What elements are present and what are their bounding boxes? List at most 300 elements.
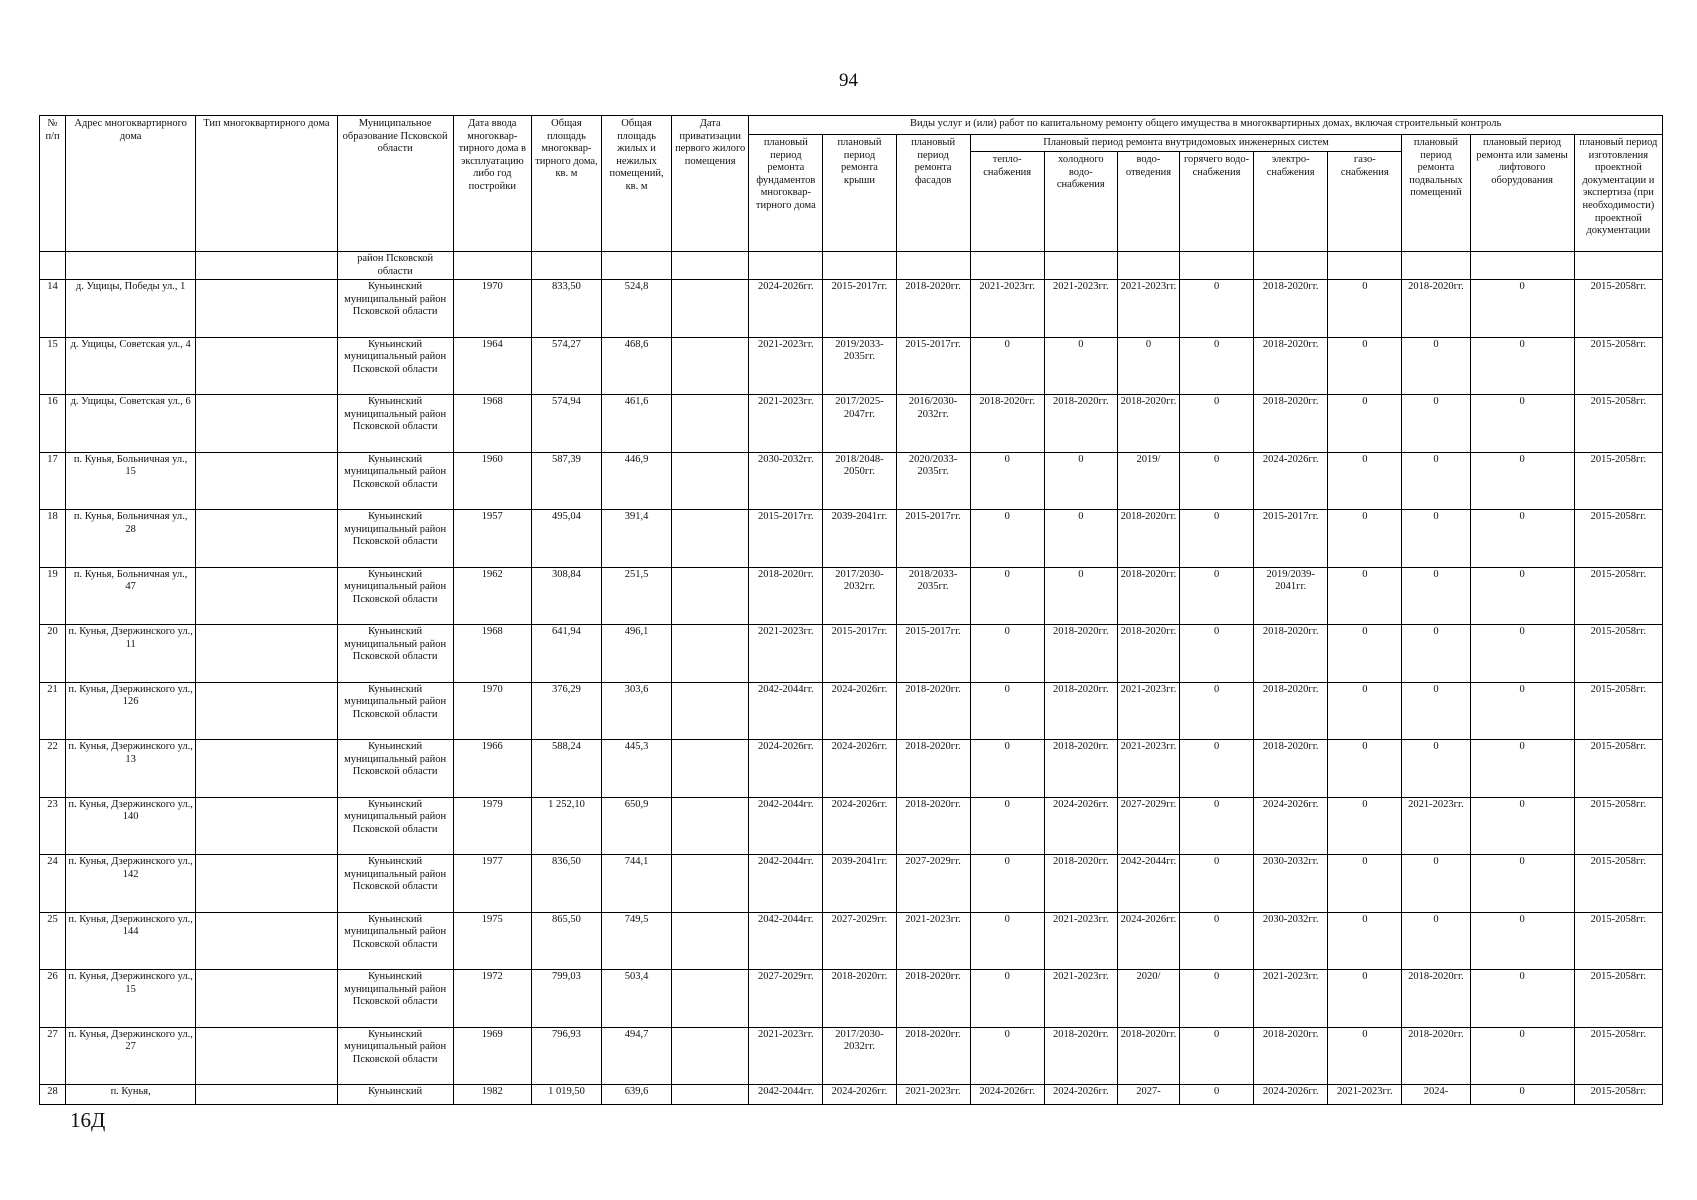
cell-facade: 2027-2029гг.: [896, 855, 970, 913]
cell-living-area: 303,6: [602, 682, 672, 740]
cell-foundation: 2021-2023гг.: [749, 337, 823, 395]
table-row: [40, 797, 1663, 855]
cell-num: 24: [40, 855, 66, 913]
cell-year: 1957: [453, 510, 531, 568]
cell-year: 1966: [453, 740, 531, 798]
cell-cold-water: 2018-2020гг.: [1044, 682, 1117, 740]
cell-living-area: 744,1: [602, 855, 672, 913]
cell-elevator: 0: [1470, 740, 1574, 798]
header-facade: плановый период ремонта фасадов: [896, 135, 970, 252]
cell-living-area: 461,6: [602, 395, 672, 453]
cell-type: [196, 510, 337, 568]
cell-basement: 0: [1402, 625, 1470, 683]
page-number: 94: [839, 70, 858, 91]
table-row: [40, 1085, 1663, 1105]
cell-heat: 0: [970, 912, 1044, 970]
header-heat: тепло-снабжения: [970, 152, 1044, 252]
table-header: [40, 116, 1663, 252]
cell-year: 1970: [453, 682, 531, 740]
table-row: [40, 395, 1663, 453]
cell-facade: 2015-2017гг.: [896, 510, 970, 568]
cell-year: 1972: [453, 970, 531, 1028]
cell-facade: 2018-2020гг.: [896, 280, 970, 338]
cell-type: [196, 1085, 337, 1105]
cell-project: 2015-2058гг.: [1574, 280, 1662, 338]
header-electric: электро-снабжения: [1254, 152, 1328, 252]
cell-living-area: 503,4: [602, 970, 672, 1028]
cell-hot-water: 0: [1180, 1085, 1254, 1105]
cell-heat: 0: [970, 682, 1044, 740]
table-row: [40, 625, 1663, 683]
cell-cold-water: 0: [1044, 337, 1117, 395]
cell-basement: 0: [1402, 452, 1470, 510]
cell-address: п. Кунья, Дзержинского ул., 15: [66, 970, 196, 1028]
cell-gas: 0: [1328, 567, 1402, 625]
cell-gas: 0: [1328, 452, 1402, 510]
cell-elevator: 0: [1470, 337, 1574, 395]
cell-facade: 2018-2020гг.: [896, 740, 970, 798]
cell-roof: 2019/2033-2035гг.: [823, 337, 896, 395]
cell-roof: 2024-2026гг.: [823, 740, 896, 798]
cell-sewer: 2021-2023гг.: [1117, 740, 1179, 798]
cell-electric: 2019/2039-2041гг.: [1254, 567, 1328, 625]
cell-privatization: [672, 682, 749, 740]
cell-num: 26: [40, 970, 66, 1028]
cell-facade: 2018-2020гг.: [896, 1027, 970, 1085]
cell-heat: 0: [970, 567, 1044, 625]
cell-project: 2015-2058гг.: [1574, 912, 1662, 970]
cell-municipality: Куньинский муниципальный район Псковской области: [337, 625, 453, 683]
cell-heat: 0: [970, 855, 1044, 913]
cell-sewer: 2024-2026гг.: [1117, 912, 1179, 970]
cell-facade: 2016/2030-2032гг.: [896, 395, 970, 453]
table-row: [40, 510, 1663, 568]
cell-living-area: 468,6: [602, 337, 672, 395]
cell-municipality: Куньинский муниципальный район Псковской области: [337, 855, 453, 913]
cell-living-area: 749,5: [602, 912, 672, 970]
cell-basement: 0: [1402, 855, 1470, 913]
cell-gas: 0: [1328, 912, 1402, 970]
header-basement: плановый период ремонта подвальных помещений: [1402, 135, 1470, 252]
cell-address: д. Ущицы, Победы ул., 1: [66, 280, 196, 338]
cell-municipality: Куньинский муниципальный район Псковской области: [337, 452, 453, 510]
cell-type: [196, 567, 337, 625]
table-row: [40, 337, 1663, 395]
cell-num: 28: [40, 1085, 66, 1105]
cell-basement: 0: [1402, 337, 1470, 395]
cell-municipality: Куньинский: [337, 1085, 453, 1105]
cell-hot-water: 0: [1180, 337, 1254, 395]
cell-electric: 2021-2023гг.: [1254, 970, 1328, 1028]
cell-address: д. Ущицы, Советская ул., 4: [66, 337, 196, 395]
cell-gas: 0: [1328, 1027, 1402, 1085]
cell-total-area: 574,94: [531, 395, 601, 453]
cell-hot-water: 0: [1180, 510, 1254, 568]
cell-living-area: 650,9: [602, 797, 672, 855]
cell-heat: 2024-2026гг.: [970, 1085, 1044, 1105]
table-row: [40, 1027, 1663, 1085]
cell-roof: 2024-2026гг.: [823, 797, 896, 855]
cell-sewer: 2019/: [1117, 452, 1179, 510]
cell-num: 20: [40, 625, 66, 683]
cell-elevator: 0: [1470, 567, 1574, 625]
cell-living-area: 639,6: [602, 1085, 672, 1105]
cell-foundation: 2042-2044гг.: [749, 912, 823, 970]
cell-sewer: 2020/: [1117, 970, 1179, 1028]
cell-foundation: 2024-2026гг.: [749, 740, 823, 798]
document-code: 16Д: [70, 1108, 106, 1132]
cell-heat: 0: [970, 970, 1044, 1028]
cell-num: 23: [40, 797, 66, 855]
cell-type: [196, 280, 337, 338]
header-year: Дата ввода многоквар-тирного дома в эксплуатацию либо год постройки: [453, 116, 531, 252]
cell-municipality: Куньинский муниципальный район Псковской области: [337, 682, 453, 740]
header-engineering-group: Плановый период ремонта внутридомовых инженерных систем: [970, 135, 1402, 152]
cell-basement: 2018-2020гг.: [1402, 1027, 1470, 1085]
cell-total-area: 799,03: [531, 970, 601, 1028]
cell-total-area: 376,29: [531, 682, 601, 740]
cell-gas: 0: [1328, 970, 1402, 1028]
cell-type: [196, 625, 337, 683]
cell-privatization: [672, 625, 749, 683]
cell-foundation: 2042-2044гг.: [749, 855, 823, 913]
cell-basement: 0: [1402, 395, 1470, 453]
cell-sewer: 2018-2020гг.: [1117, 625, 1179, 683]
cell-foundation: 2030-2032гг.: [749, 452, 823, 510]
cell-hot-water: 0: [1180, 1027, 1254, 1085]
cell-num: 27: [40, 1027, 66, 1085]
header-elevator: плановый период ремонта или замены лифтового оборудования: [1470, 135, 1574, 252]
header-cold-water: холодного водо-снабжения: [1044, 152, 1117, 252]
cell-foundation: 2027-2029гг.: [749, 970, 823, 1028]
cell-roof: 2027-2029гг.: [823, 912, 896, 970]
cell-living-area: 446,9: [602, 452, 672, 510]
cell-address: п. Кунья, Дзержинского ул., 140: [66, 797, 196, 855]
cell-type: [196, 395, 337, 453]
cell-type: [196, 912, 337, 970]
capital-repair-table: [39, 115, 1663, 1105]
cell-address: п. Кунья, Больничная ул., 15: [66, 452, 196, 510]
header-type: Тип многоквартирного дома: [196, 116, 337, 252]
cell-gas: 0: [1328, 797, 1402, 855]
header-hot-water: горячего водо-снабжения: [1180, 152, 1254, 252]
cell-hot-water: 0: [1180, 912, 1254, 970]
cell-type: [196, 797, 337, 855]
cell-sewer: 2018-2020гг.: [1117, 395, 1179, 453]
cell-year: 1982: [453, 1085, 531, 1105]
cell-living-area: 251,5: [602, 567, 672, 625]
header-sewer: водо-отведения: [1117, 152, 1179, 252]
cell-address: д. Ущицы, Советская ул., 6: [66, 395, 196, 453]
cell-year: 1968: [453, 395, 531, 453]
cell-elevator: 0: [1470, 452, 1574, 510]
cell-sewer: 2027-2029гг.: [1117, 797, 1179, 855]
cell-basement: 2021-2023гг.: [1402, 797, 1470, 855]
table-row: [40, 740, 1663, 798]
cell-address: п. Кунья, Больничная ул., 47: [66, 567, 196, 625]
cell-cold-water: 2018-2020гг.: [1044, 740, 1117, 798]
cell-cold-water: 0: [1044, 452, 1117, 510]
cell-privatization: [672, 280, 749, 338]
cell-project: 2015-2058гг.: [1574, 510, 1662, 568]
cell-electric: 2018-2020гг.: [1254, 395, 1328, 453]
cell-sewer: 2018-2020гг.: [1117, 567, 1179, 625]
cell-cold-water: 2021-2023гг.: [1044, 280, 1117, 338]
cell-elevator: 0: [1470, 682, 1574, 740]
cell-privatization: [672, 740, 749, 798]
cell-facade: 2018-2020гг.: [896, 682, 970, 740]
cell-foundation: 2021-2023гг.: [749, 395, 823, 453]
cell-roof: 2017/2030-2032гг.: [823, 1027, 896, 1085]
cell-privatization: [672, 337, 749, 395]
cell-living-area: 524,8: [602, 280, 672, 338]
cell-roof: 2018/2048-2050гг.: [823, 452, 896, 510]
cell-electric: 2024-2026гг.: [1254, 452, 1328, 510]
header-municipality: Муниципальное образование Псковской области: [337, 116, 453, 252]
cell-hot-water: 0: [1180, 970, 1254, 1028]
header-privatization: Дата приватизации первого жилого помещения: [672, 116, 749, 252]
cell-foundation: 2042-2044гг.: [749, 797, 823, 855]
cell-sewer: 2021-2023гг.: [1117, 280, 1179, 338]
cell-gas: 0: [1328, 625, 1402, 683]
cell-project: 2015-2058гг.: [1574, 625, 1662, 683]
cell-heat: 0: [970, 337, 1044, 395]
cell-municipality: Куньинский муниципальный район Псковской области: [337, 970, 453, 1028]
cell-elevator: 0: [1470, 510, 1574, 568]
cell-sewer: 2027-: [1117, 1085, 1179, 1105]
cell-electric: 2018-2020гг.: [1254, 740, 1328, 798]
cell-basement: 0: [1402, 740, 1470, 798]
cell-roof: 2018-2020гг.: [823, 970, 896, 1028]
table-row-continuation: [40, 252, 1663, 280]
cell-foundation: 2015-2017гг.: [749, 510, 823, 568]
cell-electric: 2030-2032гг.: [1254, 912, 1328, 970]
cell-basement: 2024-: [1402, 1085, 1470, 1105]
cell-electric: 2024-2026гг.: [1254, 1085, 1328, 1105]
cell-elevator: 0: [1470, 1085, 1574, 1105]
header-works-group: Виды услуг и (или) работ по капитальному ремонту общего имущества в многоквартирных домах, включая строительный контроль: [749, 116, 1663, 135]
cell-basement: 0: [1402, 912, 1470, 970]
cell-address: п. Кунья, Дзержинского ул., 13: [66, 740, 196, 798]
cell-hot-water: 0: [1180, 682, 1254, 740]
cell-privatization: [672, 452, 749, 510]
cell-roof: 2024-2026гг.: [823, 1085, 896, 1105]
cell-cold-water: 0: [1044, 510, 1117, 568]
cell-cold-water: 2018-2020гг.: [1044, 625, 1117, 683]
cell-elevator: 0: [1470, 970, 1574, 1028]
cell-cold-water: 0: [1044, 567, 1117, 625]
cell-sewer: 2018-2020гг.: [1117, 1027, 1179, 1085]
cell-total-area: 588,24: [531, 740, 601, 798]
cell-municipality: Куньинский муниципальный район Псковской области: [337, 567, 453, 625]
cell-basement: 0: [1402, 567, 1470, 625]
header-address: Адрес многоквартирного дома: [66, 116, 196, 252]
table-row: [40, 280, 1663, 338]
cell-living-area: 496,1: [602, 625, 672, 683]
cell-address: п. Кунья, Дзержинского ул., 27: [66, 1027, 196, 1085]
cell-basement: 0: [1402, 682, 1470, 740]
cell-elevator: 0: [1470, 912, 1574, 970]
cell-roof: 2017/2030-2032гг.: [823, 567, 896, 625]
cell-elevator: 0: [1470, 797, 1574, 855]
cell-foundation: 2024-2026гг.: [749, 280, 823, 338]
cell-gas: 2021-2023гг.: [1328, 1085, 1402, 1105]
cell-gas: 0: [1328, 855, 1402, 913]
cell-sewer: 2018-2020гг.: [1117, 510, 1179, 568]
cell-elevator: 0: [1470, 395, 1574, 453]
cell-elevator: 0: [1470, 625, 1574, 683]
cell-living-area: 445,3: [602, 740, 672, 798]
cell-num: 22: [40, 740, 66, 798]
cell-type: [196, 1027, 337, 1085]
cell-total-area: 796,93: [531, 1027, 601, 1085]
cell-gas: 0: [1328, 280, 1402, 338]
table-body: [40, 252, 1663, 1105]
cell-address: п. Кунья, Дзержинского ул., 142: [66, 855, 196, 913]
cell-num: 19: [40, 567, 66, 625]
cell-type: [196, 970, 337, 1028]
cell-hot-water: 0: [1180, 280, 1254, 338]
cell-project: 2015-2058гг.: [1574, 567, 1662, 625]
cell-living-area: 494,7: [602, 1027, 672, 1085]
cell-project: 2015-2058гг.: [1574, 740, 1662, 798]
cell-type: [196, 452, 337, 510]
cell-gas: 0: [1328, 682, 1402, 740]
cell-year: 1975: [453, 912, 531, 970]
cell-num: 14: [40, 280, 66, 338]
cell-total-area: 495,04: [531, 510, 601, 568]
cell-facade: 2018-2020гг.: [896, 970, 970, 1028]
cell-roof: 2017/2025-2047гг.: [823, 395, 896, 453]
cell-electric: 2030-2032гг.: [1254, 855, 1328, 913]
cell-hot-water: 0: [1180, 855, 1254, 913]
cell-privatization: [672, 395, 749, 453]
cell-municipality: Куньинский муниципальный район Псковской области: [337, 337, 453, 395]
cell-electric: 2018-2020гг.: [1254, 1027, 1328, 1085]
cell-project: 2015-2058гг.: [1574, 395, 1662, 453]
cell-roof: 2039-2041гг.: [823, 510, 896, 568]
table-row: [40, 855, 1663, 913]
cell-roof: 2039-2041гг.: [823, 855, 896, 913]
cell-address: п. Кунья,: [66, 1085, 196, 1105]
cell-privatization: [672, 797, 749, 855]
cell-hot-water: 0: [1180, 625, 1254, 683]
header-living-area: Общая площадь жилых и нежилых помещений, кв. м: [602, 116, 672, 252]
cell-project: 2015-2058гг.: [1574, 337, 1662, 395]
cell-num: 18: [40, 510, 66, 568]
cell-total-area: 833,50: [531, 280, 601, 338]
cell-year: 1979: [453, 797, 531, 855]
cell-num: 15: [40, 337, 66, 395]
cell-privatization: [672, 855, 749, 913]
cell-num: 16: [40, 395, 66, 453]
cell-total-area: 836,50: [531, 855, 601, 913]
cell-facade: 2020/2033-2035гг.: [896, 452, 970, 510]
cell-type: [196, 855, 337, 913]
table-row: [40, 567, 1663, 625]
cell-hot-water: 0: [1180, 452, 1254, 510]
cell-basement: 0: [1402, 510, 1470, 568]
cell-heat: 0: [970, 510, 1044, 568]
cell-project: 2015-2058гг.: [1574, 797, 1662, 855]
cell-gas: 0: [1328, 337, 1402, 395]
cell-heat: 2021-2023гг.: [970, 280, 1044, 338]
cell-heat: 2018-2020гг.: [970, 395, 1044, 453]
cell-total-area: 1 252,10: [531, 797, 601, 855]
table-row: [40, 682, 1663, 740]
table-row: [40, 912, 1663, 970]
cell-municipality: Куньинский муниципальный район Псковской области: [337, 280, 453, 338]
cell-municipality: Куньинский муниципальный район Псковской области: [337, 797, 453, 855]
cell-year: 1977: [453, 855, 531, 913]
cell-municipality: Куньинский муниципальный район Псковской области: [337, 395, 453, 453]
cell-total-area: 574,27: [531, 337, 601, 395]
cell-total-area: 587,39: [531, 452, 601, 510]
cell-cold-water: 2024-2026гг.: [1044, 797, 1117, 855]
cell-basement: 2018-2020гг.: [1402, 970, 1470, 1028]
cell-municipality: Куньинский муниципальный район Псковской области: [337, 912, 453, 970]
cell-facade: 2021-2023гг.: [896, 912, 970, 970]
cell-num: 17: [40, 452, 66, 510]
cell-project: 2015-2058гг.: [1574, 1027, 1662, 1085]
cell-hot-water: 0: [1180, 797, 1254, 855]
cell-privatization: [672, 1085, 749, 1105]
cell-gas: 0: [1328, 510, 1402, 568]
cell-year: 1968: [453, 625, 531, 683]
cell-project: 2015-2058гг.: [1574, 855, 1662, 913]
cell-year: 1962: [453, 567, 531, 625]
cell-project: 2015-2058гг.: [1574, 970, 1662, 1028]
cell-sewer: 2021-2023гг.: [1117, 682, 1179, 740]
cell-facade: 2018-2020гг.: [896, 797, 970, 855]
cell-address: п. Кунья, Дзержинского ул., 11: [66, 625, 196, 683]
cell-elevator: 0: [1470, 855, 1574, 913]
cell-foundation: 2021-2023гг.: [749, 625, 823, 683]
cell-municipality: Куньинский муниципальный район Псковской области: [337, 740, 453, 798]
cell-privatization: [672, 970, 749, 1028]
cell-heat: 0: [970, 740, 1044, 798]
cell-type: [196, 337, 337, 395]
cell-total-area: 1 019,50: [531, 1085, 601, 1105]
cell-roof: 2015-2017гг.: [823, 280, 896, 338]
cell-elevator: 0: [1470, 1027, 1574, 1085]
header-roof: плановый период ремонта крыши: [823, 135, 896, 252]
cell-living-area: 391,4: [602, 510, 672, 568]
cell-type: [196, 740, 337, 798]
cell-total-area: 641,94: [531, 625, 601, 683]
cell-privatization: [672, 1027, 749, 1085]
header-project: плановый период изготовления проектной документации и экспертиза (при необходимости) проектной документации: [1574, 135, 1662, 252]
table-row: [40, 970, 1663, 1028]
cell-address: п. Кунья, Дзержинского ул., 144: [66, 912, 196, 970]
cell-sewer: 2042-2044гг.: [1117, 855, 1179, 913]
cell-sewer: 0: [1117, 337, 1179, 395]
cell-project: 2015-2058гг.: [1574, 452, 1662, 510]
cell-num: 25: [40, 912, 66, 970]
cell-elevator: 0: [1470, 280, 1574, 338]
cell-type: [196, 682, 337, 740]
cell-address: п. Кунья, Дзержинского ул., 126: [66, 682, 196, 740]
cell-address: п. Кунья, Больничная ул., 28: [66, 510, 196, 568]
cell-cold-water: 2024-2026гг.: [1044, 1085, 1117, 1105]
cell-facade: 2015-2017гг.: [896, 625, 970, 683]
cell-total-area: 865,50: [531, 912, 601, 970]
cell-hot-water: 0: [1180, 395, 1254, 453]
cell-heat: 0: [970, 452, 1044, 510]
cell-cold-water: 2018-2020гг.: [1044, 855, 1117, 913]
cell-year: 1960: [453, 452, 531, 510]
header-total-area: Общая площадь многоквар-тирного дома, кв. м: [531, 116, 601, 252]
